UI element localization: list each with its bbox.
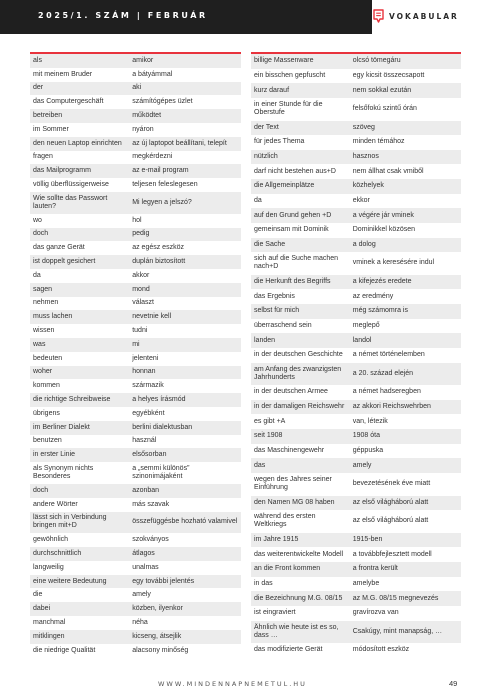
vocab-row <box>251 473 461 496</box>
hungarian-translation: használ <box>132 437 157 445</box>
vocab-row <box>30 214 241 228</box>
vocab-row <box>251 208 461 223</box>
hungarian-translation: Mi legyen a jelszó? <box>132 198 192 206</box>
hungarian-translation: a bátyámmal <box>132 70 173 78</box>
german-term: in erster Linie <box>33 451 76 459</box>
hungarian-translation: teljesen feleslegesen <box>132 181 198 189</box>
hungarian-translation: géppuska <box>352 446 384 454</box>
vocab-row <box>251 496 461 511</box>
hungarian-translation: amely <box>352 461 372 469</box>
german-term: seit 1908 <box>254 432 283 440</box>
german-term: die Bezeichnung M.G. 08/15 <box>254 594 343 602</box>
hungarian-translation: közhelyek <box>352 182 384 190</box>
vocab-row <box>251 577 461 592</box>
hungarian-translation: akkor <box>132 271 150 279</box>
vocab-row <box>30 602 241 616</box>
german-term: die niedrige Qualität <box>33 646 96 654</box>
vocab-row <box>251 643 461 658</box>
vocab-row <box>30 421 241 435</box>
german-term: das weiterentwickelte Modell <box>254 550 344 558</box>
hungarian-translation: az akkori Reichswehrben <box>352 403 431 411</box>
german-term: es gibt +A <box>254 417 286 425</box>
hungarian-translation: a kifejezés eredete <box>352 278 412 286</box>
vocab-row <box>251 69 461 84</box>
vocab-row <box>30 366 241 380</box>
vocab-row <box>30 435 241 449</box>
german-term: doch <box>33 486 49 494</box>
vocab-row <box>251 444 461 459</box>
vocab-row <box>30 109 241 123</box>
vocab-row <box>30 512 241 534</box>
vocab-row <box>30 164 241 178</box>
german-term: das Mailprogramm <box>33 167 91 175</box>
vocab-row <box>30 352 241 366</box>
vocab-row <box>251 135 461 150</box>
german-term: benutzen <box>33 437 62 445</box>
german-term: das Ergebnis <box>254 292 295 300</box>
german-term: muss lachen <box>33 313 73 321</box>
german-term: das ganze Gerät <box>33 244 85 252</box>
hungarian-translation: más szavak <box>132 500 170 508</box>
vocab-row <box>251 252 461 275</box>
german-term: mit meinem Bruder <box>33 70 93 78</box>
vocab-row <box>251 304 461 319</box>
hungarian-translation: berlini dialektusban <box>132 423 193 431</box>
vocab-rows <box>30 54 241 657</box>
hungarian-translation: felsőfokú szintű órán <box>352 105 417 113</box>
vocab-row <box>30 630 241 644</box>
vocab-row <box>251 121 461 136</box>
vocab-row <box>251 510 461 533</box>
vocab-row <box>251 385 461 400</box>
german-term: während des ersten Weltkriegs <box>254 513 316 529</box>
vocab-row <box>30 393 241 407</box>
vocab-row <box>251 533 461 548</box>
hungarian-translation: nem állhat csak vmiből <box>352 167 424 175</box>
german-term: durchschnittlich <box>33 549 82 557</box>
vocab-row <box>30 241 241 255</box>
page-number: 49 <box>449 679 458 688</box>
hungarian-translation: Csakúgy, mint manapság, … <box>352 627 443 635</box>
vocab-row <box>30 324 241 338</box>
vocab-row <box>251 562 461 577</box>
vocab-row <box>251 333 461 348</box>
hungarian-translation: a helyes írásmód <box>132 396 186 404</box>
hungarian-translation: származik <box>132 382 164 390</box>
german-term: bedeuten <box>33 354 63 362</box>
vocab-row <box>30 448 241 462</box>
german-term: dabei <box>33 605 51 613</box>
german-term: in einer Stunde für die Oberstufe <box>254 101 323 117</box>
hungarian-translation: hol <box>132 216 142 224</box>
hungarian-translation: a dolog <box>352 240 376 248</box>
hungarian-translation: amely <box>132 591 151 599</box>
vocab-table-left <box>30 52 241 657</box>
issue-title: 2025/1. SZÁM | FEBRUÁR <box>38 11 208 20</box>
german-term: im Jahre 1915 <box>254 536 299 544</box>
hungarian-translation: jelenteni <box>132 354 159 362</box>
german-term: die richtige Schreibweise <box>33 396 111 404</box>
hungarian-translation: tudni <box>132 327 148 335</box>
german-term: nehmen <box>33 299 59 307</box>
hungarian-translation: van, létezik <box>352 417 388 425</box>
vocab-row <box>251 194 461 209</box>
german-term: das modifizierte Gerät <box>254 646 323 654</box>
hungarian-translation: a frontra került <box>352 565 398 573</box>
hungarian-translation: bevezetésének éve miatt <box>352 480 431 488</box>
hungarian-translation: megkérdezni <box>132 153 173 161</box>
german-term: Wie sollte das Passwort lauten? <box>33 194 108 210</box>
german-term: sagen <box>33 285 53 293</box>
vocab-row <box>30 379 241 393</box>
hungarian-translation: szöveg <box>352 123 375 131</box>
hungarian-translation: egy kicsit összecsapott <box>352 71 425 79</box>
german-term: da <box>33 271 41 279</box>
vocab-row <box>30 547 241 561</box>
german-term: kommen <box>33 382 60 390</box>
hungarian-translation: nem sokkal ezután <box>352 86 412 94</box>
german-term: ein bisschen gepfuscht <box>254 71 326 79</box>
vocab-row <box>251 150 461 165</box>
vocab-row <box>251 289 461 304</box>
hungarian-translation: összefüggésbe hozható valamivel <box>132 518 238 526</box>
german-term: gemeinsam mit Dominik <box>254 226 329 234</box>
vocab-row <box>30 616 241 630</box>
hungarian-translation: egyébként <box>132 409 165 417</box>
german-term: was <box>33 340 46 348</box>
german-term: selbst für mich <box>254 307 300 315</box>
vocab-row <box>251 164 461 179</box>
vocab-row <box>30 338 241 352</box>
hungarian-translation: ekkor <box>352 196 370 204</box>
german-term: das Computergeschäft <box>33 98 104 106</box>
hungarian-translation: kicseng, átsejlik <box>132 632 182 640</box>
german-term: den Namen MG 08 haben <box>254 498 335 506</box>
vocab-row <box>251 348 461 363</box>
german-term: lässt sich in Verbindung bringen mit+D <box>33 514 107 530</box>
hungarian-translation: egy további jelentés <box>132 577 195 585</box>
hungarian-translation: azonban <box>132 486 160 494</box>
vocab-row <box>30 533 241 547</box>
vocab-row <box>251 275 461 290</box>
hungarian-translation: az egész eszköz <box>132 244 184 252</box>
hungarian-translation: amelybe <box>352 579 380 587</box>
german-term: für jedes Thema <box>254 138 305 146</box>
vocab-row <box>30 407 241 421</box>
german-term: wo <box>33 216 42 224</box>
vocab-row <box>30 137 241 151</box>
hungarian-translation: az első világháború alatt <box>352 517 429 525</box>
vocab-row <box>251 83 461 98</box>
vocab-row <box>251 621 461 644</box>
vocab-row <box>30 192 241 214</box>
hungarian-translation: az új laptopot beállítani, telepít <box>132 139 227 147</box>
german-term: da <box>254 196 262 204</box>
hungarian-translation: az M.G. 08/15 megnevezés <box>352 594 439 602</box>
hungarian-translation: mi <box>132 340 140 348</box>
hungarian-translation: honnan <box>132 368 156 376</box>
vocab-rows <box>251 54 461 658</box>
german-term: eine weitere Bedeutung <box>33 577 107 585</box>
hungarian-translation: a német hadseregben <box>352 388 421 396</box>
vocab-row <box>251 363 461 386</box>
german-term: betreiben <box>33 112 63 120</box>
hungarian-translation: még számomra is <box>352 307 408 315</box>
vocab-row <box>30 82 241 96</box>
hungarian-translation: néha <box>132 618 148 626</box>
vocab-row <box>251 591 461 606</box>
german-term: als <box>33 56 42 64</box>
german-term: landen <box>254 336 276 344</box>
german-term: der <box>33 84 44 92</box>
vocab-row <box>251 238 461 253</box>
vocab-row <box>30 95 241 109</box>
hungarian-translation: gravírozva van <box>352 609 399 617</box>
vocab-row <box>251 606 461 621</box>
hungarian-translation: unalmas <box>132 563 159 571</box>
vocab-row <box>251 98 461 121</box>
german-term: in das <box>254 579 273 587</box>
german-term: ist doppelt gesichert <box>33 258 96 266</box>
vocab-row <box>30 255 241 269</box>
german-term: in der deutschen Geschichte <box>254 351 343 359</box>
vocab-row <box>30 123 241 137</box>
flag-logo-icon <box>373 9 384 23</box>
hungarian-translation: meglepő <box>352 321 380 329</box>
german-term: übrigens <box>33 409 60 417</box>
hungarian-translation: a német történelemben <box>352 351 425 359</box>
hungarian-translation: átlagos <box>132 549 155 557</box>
hungarian-translation: a továbbfejlesztett modell <box>352 550 432 558</box>
vocab-row <box>251 547 461 562</box>
german-term: andere Wörter <box>33 500 78 508</box>
hungarian-translation: nyáron <box>132 125 154 133</box>
german-term: im Sommer <box>33 125 69 133</box>
vocab-table-right <box>251 52 461 658</box>
german-term: den neuen Laptop einrichten <box>33 139 122 147</box>
vocab-row <box>30 561 241 575</box>
hungarian-translation: olcsó tömegáru <box>352 57 401 65</box>
hungarian-translation: pedig <box>132 230 150 238</box>
german-term: völlig überflüssigerweise <box>33 181 109 189</box>
hungarian-translation: az első világháború alatt <box>352 498 429 506</box>
vocab-row <box>30 588 241 602</box>
german-term: doch <box>33 230 49 238</box>
vocab-row <box>251 400 461 415</box>
german-term: wissen <box>33 327 55 335</box>
german-term: ist eingraviert <box>254 609 296 617</box>
hungarian-translation: duplán biztosított <box>132 258 186 266</box>
hungarian-translation: nevetnie kell <box>132 313 172 321</box>
vocab-row <box>30 310 241 324</box>
vocab-row <box>30 575 241 589</box>
german-term: gewöhnlich <box>33 536 69 544</box>
vocab-row <box>30 228 241 242</box>
german-term: die Allgemeinplätze <box>254 182 315 190</box>
vocab-row <box>30 498 241 512</box>
german-term: nützlich <box>254 153 278 161</box>
german-term: am Anfang des zwanzigsten Jahrhunderts <box>254 365 342 381</box>
german-term: die Herkunft des Begriffs <box>254 278 331 286</box>
hungarian-translation: Dominikkel közösen <box>352 226 415 234</box>
vocab-row <box>30 269 241 283</box>
hungarian-translation: minden témához <box>352 138 405 146</box>
hungarian-translation: számítógépes üzlet <box>132 98 193 106</box>
vocab-row <box>30 462 241 484</box>
hungarian-translation: a „semmi különös” szinonimájaként <box>132 465 190 480</box>
hungarian-translation: az e-mail program <box>132 167 189 175</box>
hungarian-translation: működtet <box>132 112 162 120</box>
german-term: sich auf die Suche machen nach+D <box>254 255 339 271</box>
footer-url: WWW.MINDENNAPNEMETUL.HU <box>158 680 307 688</box>
german-term: mitklingen <box>33 632 65 640</box>
vocab-row <box>251 319 461 334</box>
german-term: manchmal <box>33 618 66 626</box>
german-term: wegen des Jahres seiner Einführung <box>254 476 332 492</box>
vocab-row <box>30 54 241 68</box>
german-term: als Synonym nichts Besonderes <box>33 465 94 480</box>
header-bar <box>0 0 372 34</box>
german-term: darf nicht bestehen aus+D <box>254 167 336 175</box>
hungarian-translation: hasznos <box>352 153 379 161</box>
hungarian-translation: választ <box>132 299 155 307</box>
german-term: im Berliner Dialekt <box>33 423 90 431</box>
hungarian-translation: a végére jár vminek <box>352 211 414 219</box>
german-term: die <box>33 591 43 599</box>
german-term: an die Front kommen <box>254 565 321 573</box>
vocab-row <box>251 429 461 444</box>
hungarian-translation: 1915-ben <box>352 536 383 544</box>
german-term: die Sache <box>254 240 286 248</box>
german-term: in der damaligen Reichswehr <box>254 403 345 411</box>
german-term: Ähnlich wie heute ist es so, dass … <box>254 623 339 639</box>
german-term: überraschend sein <box>254 321 312 329</box>
hungarian-translation: alacsony minőség <box>132 646 189 654</box>
german-term: auf den Grund gehen +D <box>254 211 332 219</box>
vocab-row <box>30 68 241 82</box>
vocab-row <box>251 54 461 69</box>
vocab-row <box>251 458 461 473</box>
hungarian-translation: 1908 óta <box>352 432 380 440</box>
german-term: kurz darauf <box>254 86 290 94</box>
hungarian-translation: mond <box>132 285 150 293</box>
hungarian-translation: vminek a keresésére indul <box>352 259 435 267</box>
german-term: der Text <box>254 123 279 131</box>
vocab-row <box>30 297 241 311</box>
german-term: langweilig <box>33 563 64 571</box>
section-title: VOKABULAR <box>389 12 459 21</box>
vocab-row <box>30 283 241 297</box>
german-term: in der deutschen Armee <box>254 388 328 396</box>
hungarian-translation: szokványos <box>132 536 169 544</box>
hungarian-translation: a 20. század elején <box>352 369 414 377</box>
german-term: woher <box>33 368 53 376</box>
german-term: das <box>254 461 266 469</box>
vocab-row <box>30 178 241 192</box>
hungarian-translation: közben, ilyenkor <box>132 605 183 613</box>
vocab-row <box>30 151 241 165</box>
vocab-row <box>251 179 461 194</box>
hungarian-translation: amikor <box>132 56 154 64</box>
german-term: das Maschinengewehr <box>254 446 325 454</box>
hungarian-translation: az eredmény <box>352 292 394 300</box>
hungarian-translation: módosított eszköz <box>352 646 410 654</box>
hungarian-translation: elsősorban <box>132 451 167 459</box>
vocab-row <box>251 414 461 429</box>
german-term: fragen <box>33 153 53 161</box>
vocab-row <box>251 223 461 238</box>
german-term: billige Massenware <box>254 57 314 65</box>
hungarian-translation: aki <box>132 84 142 92</box>
vocab-row <box>30 484 241 498</box>
vocab-row <box>30 644 241 658</box>
hungarian-translation: landol <box>352 336 372 344</box>
